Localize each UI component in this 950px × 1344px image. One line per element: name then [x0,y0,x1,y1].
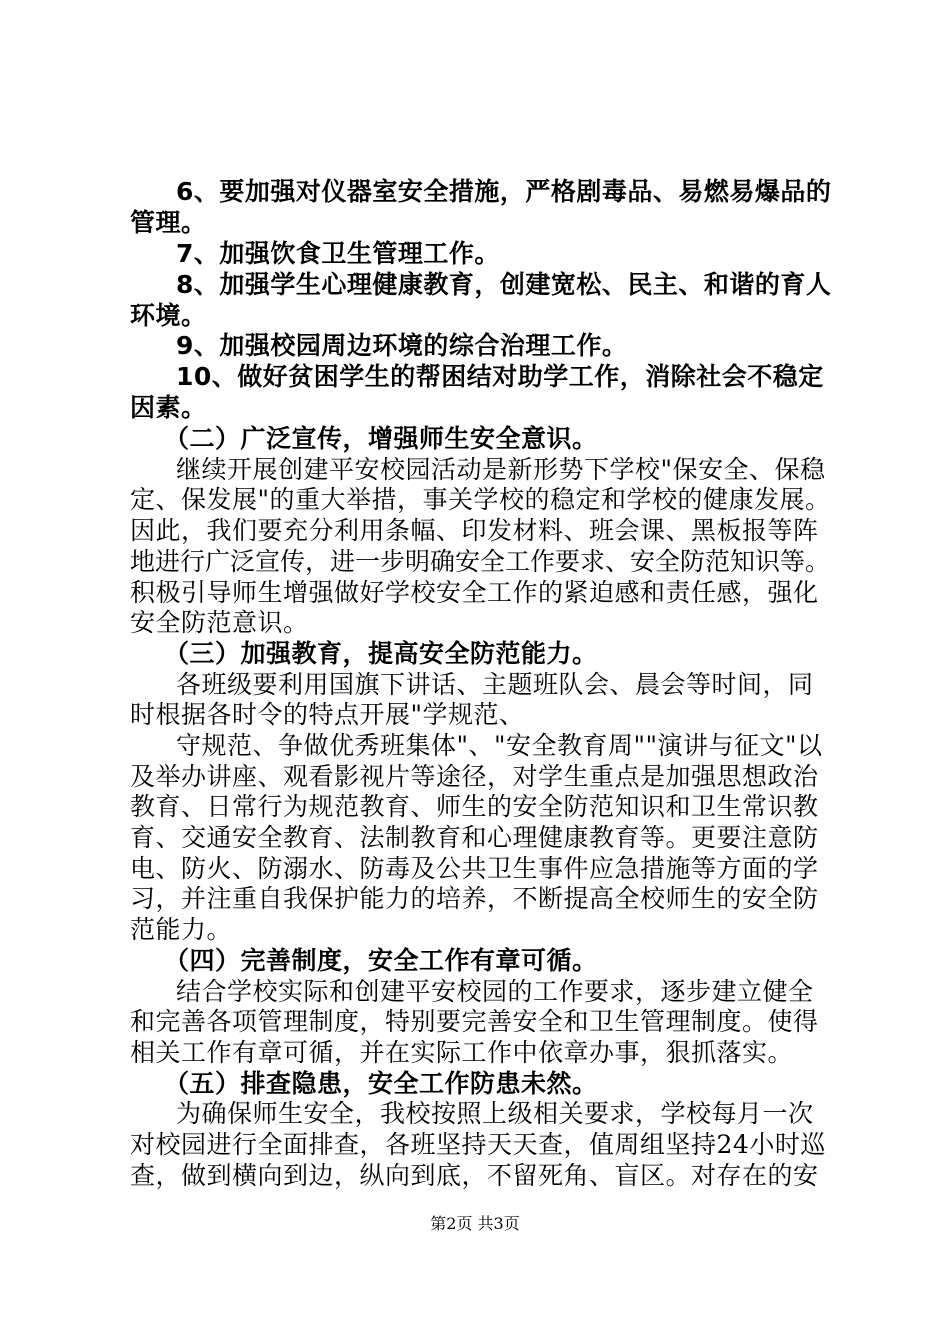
text-line: 继续开展创建平安校园活动是新形势下学校"保安全、保稳 [176,455,826,484]
text-line: 及举办讲座、观看影视片等途径，对学生重点是加强思想政治 [130,762,819,791]
text-line: 因素。 [130,393,207,422]
text-line: 8、加强学生心理健康教育，创建宽松、民主、和谐的育人 [176,270,832,299]
text-line: 育、交通安全教育、法制教育和心理健康教育等。更要注意防 [130,823,819,852]
text-line: 习，并注重自我保护能力的培养，不断提高全校师生的安全防 [130,884,819,913]
text-line: 10、做好贫困学生的帮困结对助学工作，消除社会不稳定 [176,362,824,391]
section-heading: （五）排查隐患，安全工作防患未然。 [164,1069,598,1098]
text-line: 时根据各时令的特点开展"学规范、 [130,700,525,729]
text-line: 因此，我们要充分利用条幅、印发材料、班会课、黑板报等阵 [130,516,819,545]
text-line: 地进行广泛宣传，进一步明确安全工作要求、安全防范知识等。 [130,547,831,576]
text-line: 为确保师生安全，我校按照上级相关要求，学校每月一次 [176,1099,814,1128]
text-line: 教育、日常行为规范教育、师生的安全防范知识和卫生常识教 [130,792,819,821]
text-line: 积极引导师生增强做好学校安全工作的紧迫感和责任感，强化 [130,578,819,607]
text-line: 电、防火、防溺水、防毒及公共卫生事件应急措施等方面的学 [130,854,819,883]
text-line: 和完善各项管理制度，特别要完善安全和卫生管理制度。使得 [130,1007,819,1036]
text-line: 结合学校实际和创建平安校园的工作要求，逐步建立健全 [176,977,814,1006]
text-line: 范能力。 [130,915,233,944]
section-heading: （三）加强教育，提高安全防范能力。 [164,639,598,668]
text-line: 9、加强校园周边环境的综合治理工作。 [176,331,628,360]
text-line: 管理。 [130,208,207,237]
text-line: 定、保发展"的重大举措，事关学校的稳定和学校的健康发展。 [130,485,831,514]
page-footer: 第2页 共3页 [430,1214,520,1233]
text-line: 相关工作有章可循，并在实际工作中依章办事，狠抓落实。 [130,1038,794,1067]
text-line: 守规范、争做优秀班集体"、"安全教育周""演讲与征文"以 [176,731,823,760]
text-line: 安全防范意识。 [130,608,309,637]
text-line: 7、加强饮食卫生管理工作。 [176,239,500,268]
text-line: 环境。 [130,301,207,330]
text-line: 对校园进行全面排查，各班坚持天天查，值周组坚持24小时巡 [130,1130,826,1159]
section-heading: （二）广泛宣传，增强师生安全意识。 [164,424,598,453]
text-line: 各班级要利用国旗下讲话、主题班队会、晨会等时间，同 [176,670,814,699]
text-line: 查，做到横向到边，纵向到底，不留死角、盲区。对存在的安 [130,1161,819,1190]
section-heading: （四）完善制度，安全工作有章可循。 [164,946,598,975]
text-line: 6、要加强对仪器室安全措施，严格剧毒品、易燃易爆品的 [176,177,832,206]
